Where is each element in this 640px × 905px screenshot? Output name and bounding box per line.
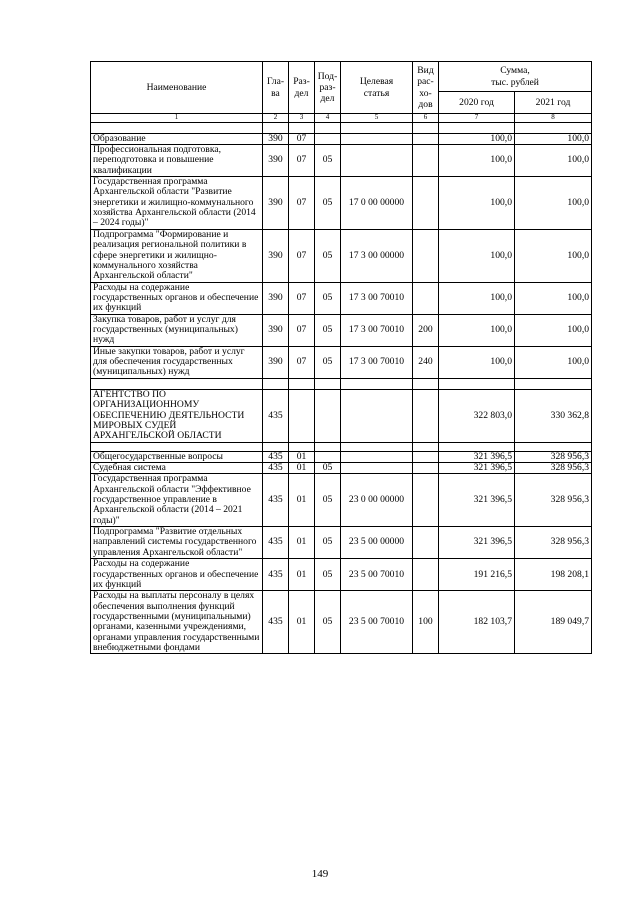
cell-y2021: 100,0 [515,144,592,176]
cell-name: Расходы на выплаты персоналу в целях обеспечения выполнения функций государственными (муниципальными) органами, казенными учреждениями, органами управления государственными внебюджетными фондами [91,591,263,654]
cell-name: Образование [91,133,263,144]
cell-vid [413,229,439,282]
cell-glava: 435 [263,474,289,527]
cell-razdel: 07 [289,346,315,378]
cell-target: 17 3 00 70010 [341,346,413,378]
cell-vid [413,559,439,591]
cell-target: 17 0 00 00000 [341,176,413,229]
table-row [91,474,592,527]
table-row [91,462,592,473]
cell-y2020: 191 216,5 [439,559,515,591]
table-row [91,527,592,559]
cell-glava: 390 [263,144,289,176]
cell-name: Общегосударственные вопросы [91,451,263,462]
header-razdel: Раз- дел [289,62,315,114]
cell-y2021: 328 956,3 [515,451,592,462]
cell-y2021: 198 208,1 [515,559,592,591]
cell-glava: 390 [263,176,289,229]
cell-glava: 435 [263,559,289,591]
cell-vid [413,451,439,462]
cell-glava: 390 [263,282,289,314]
header-year-2021: 2021 год [515,92,592,114]
cell-podrazdel [315,133,341,144]
cell-glava: 435 [263,462,289,473]
cell-target: 23 5 00 70010 [341,559,413,591]
cell-razdel: 07 [289,133,315,144]
cell-name: АГЕНТСТВО ПО ОРГАНИЗАЦИОННОМУ ОБЕСПЕЧЕНИЮ ДЕЯТЕЛЬНОСТИ МИРОВЫХ СУДЕЙ АРХАНГЕЛЬСКОЙ ОБЛАСТИ [91,389,263,442]
cell-name: Расходы на содержание государственных органов и обеспечение их функций [91,282,263,314]
cell-y2021: 328 956,3 [515,527,592,559]
column-number: 4 [315,114,341,123]
cell-podrazdel: 05 [315,314,341,346]
cell-vid: 200 [413,314,439,346]
cell-podrazdel: 05 [315,474,341,527]
cell-y2020: 321 396,5 [439,462,515,473]
cell-y2020: 100,0 [439,346,515,378]
cell-y2021: 100,0 [515,282,592,314]
cell-name: Подпрограмма "Формирование и реализация региональной политики в сфере энергетики и жилищно-коммунального хозяйства Архангельской области" [91,229,263,282]
cell-podrazdel: 05 [315,229,341,282]
cell-podrazdel: 05 [315,346,341,378]
cell-glava: 390 [263,133,289,144]
cell-glava: 435 [263,527,289,559]
header-sum: Сумма, тыс. рублей [439,62,592,92]
cell-vid [413,282,439,314]
cell-name: Подпрограмма "Развитие отдельных направлений системы государственного управления Архангельской области" [91,527,263,559]
cell-y2020: 100,0 [439,282,515,314]
table-body [91,114,592,654]
column-number: 7 [439,114,515,123]
cell-target [341,389,413,442]
cell-vid [413,389,439,442]
cell-vid [413,462,439,473]
cell-razdel: 01 [289,451,315,462]
cell-y2020: 322 803,0 [439,389,515,442]
cell-y2021: 100,0 [515,176,592,229]
page-number: 149 [311,868,329,880]
cell-vid: 100 [413,591,439,654]
cell-target: 23 5 00 70010 [341,591,413,654]
cell-vid: 240 [413,346,439,378]
cell-razdel: 07 [289,229,315,282]
cell-razdel: 01 [289,474,315,527]
cell-y2021: 100,0 [515,133,592,144]
cell-y2021: 189 049,7 [515,591,592,654]
cell-glava: 435 [263,451,289,462]
cell-y2021: 328 956,3 [515,474,592,527]
cell-podrazdel [315,389,341,442]
cell-vid [413,176,439,229]
cell-y2021: 100,0 [515,314,592,346]
cell-y2020: 100,0 [439,176,515,229]
cell-y2021: 100,0 [515,346,592,378]
header-glava: Гла- ва [263,62,289,114]
header-target: Целевая статья [341,62,413,114]
cell-vid [413,527,439,559]
column-number: 6 [413,114,439,123]
cell-podrazdel: 05 [315,282,341,314]
budget-table [90,61,592,654]
cell-glava: 435 [263,591,289,654]
table-row [91,451,592,462]
header-name: Наименование [91,62,263,114]
cell-vid [413,474,439,527]
column-number: 1 [91,114,263,123]
cell-target [341,133,413,144]
table-row [91,229,592,282]
spacer-row [91,378,592,389]
header-vid: Вид рас- хо- дов [413,62,439,114]
cell-podrazdel: 05 [315,527,341,559]
column-number: 8 [515,114,592,123]
cell-vid [413,144,439,176]
cell-razdel: 01 [289,527,315,559]
cell-glava: 390 [263,229,289,282]
cell-target: 17 3 00 70010 [341,282,413,314]
cell-y2020: 100,0 [439,144,515,176]
cell-podrazdel: 05 [315,176,341,229]
cell-name: Государственная программа Архангельской области "Эффективное государственное управление в Архангельской области (2014 – 2021 годы)" [91,474,263,527]
column-number-row [91,114,592,123]
table-row [91,559,592,591]
cell-razdel: 07 [289,314,315,346]
cell-razdel: 07 [289,144,315,176]
header-year-2020: 2020 год [439,92,515,114]
cell-vid [413,133,439,144]
cell-glava: 435 [263,389,289,442]
cell-podrazdel: 05 [315,591,341,654]
cell-target: 23 5 00 00000 [341,527,413,559]
cell-name: Государственная программа Архангельской области "Развитие энергетики и жилищно-коммунального хозяйства Архангельской области (2014 – 2024 годы)" [91,176,263,229]
table-row [91,176,592,229]
cell-target: 17 3 00 70010 [341,314,413,346]
cell-razdel: 01 [289,559,315,591]
cell-name: Расходы на содержание государственных органов и обеспечение их функций [91,559,263,591]
cell-y2021: 100,0 [515,229,592,282]
cell-target [341,462,413,473]
column-number: 2 [263,114,289,123]
cell-y2020: 321 396,5 [439,527,515,559]
cell-name: Профессиональная подготовка, переподготовка и повышение квалификации [91,144,263,176]
cell-podrazdel [315,451,341,462]
cell-glava: 390 [263,346,289,378]
cell-podrazdel: 05 [315,144,341,176]
cell-target [341,144,413,176]
column-number: 3 [289,114,315,123]
cell-razdel: 07 [289,282,315,314]
column-number: 5 [341,114,413,123]
cell-y2021: 328 956,3 [515,462,592,473]
cell-name: Судебная система [91,462,263,473]
cell-razdel [289,389,315,442]
cell-target: 23 0 00 00000 [341,474,413,527]
cell-y2020: 182 103,7 [439,591,515,654]
cell-y2020: 100,0 [439,229,515,282]
table-row [91,314,592,346]
table-row [91,346,592,378]
cell-y2021: 330 362,8 [515,389,592,442]
cell-target [341,451,413,462]
cell-podrazdel: 05 [315,559,341,591]
cell-y2020: 321 396,5 [439,474,515,527]
header-podrazdel: Под- раз- дел [315,62,341,114]
cell-razdel: 07 [289,176,315,229]
cell-podrazdel: 05 [315,462,341,473]
spacer-row [91,442,592,451]
spacer-row [91,122,592,133]
cell-name: Закупка товаров, работ и услуг для государственных (муниципальных) нужд [91,314,263,346]
table-row [91,144,592,176]
table-row [91,133,592,144]
cell-razdel: 01 [289,591,315,654]
table-row [91,389,592,442]
table-row [91,591,592,654]
cell-target: 17 3 00 00000 [341,229,413,282]
cell-y2020: 100,0 [439,133,515,144]
cell-y2020: 100,0 [439,314,515,346]
cell-razdel: 01 [289,462,315,473]
cell-y2020: 321 396,5 [439,451,515,462]
cell-name: Иные закупки товаров, работ и услуг для обеспечения государственных (муниципальных) нужд [91,346,263,378]
table-row [91,282,592,314]
cell-glava: 390 [263,314,289,346]
